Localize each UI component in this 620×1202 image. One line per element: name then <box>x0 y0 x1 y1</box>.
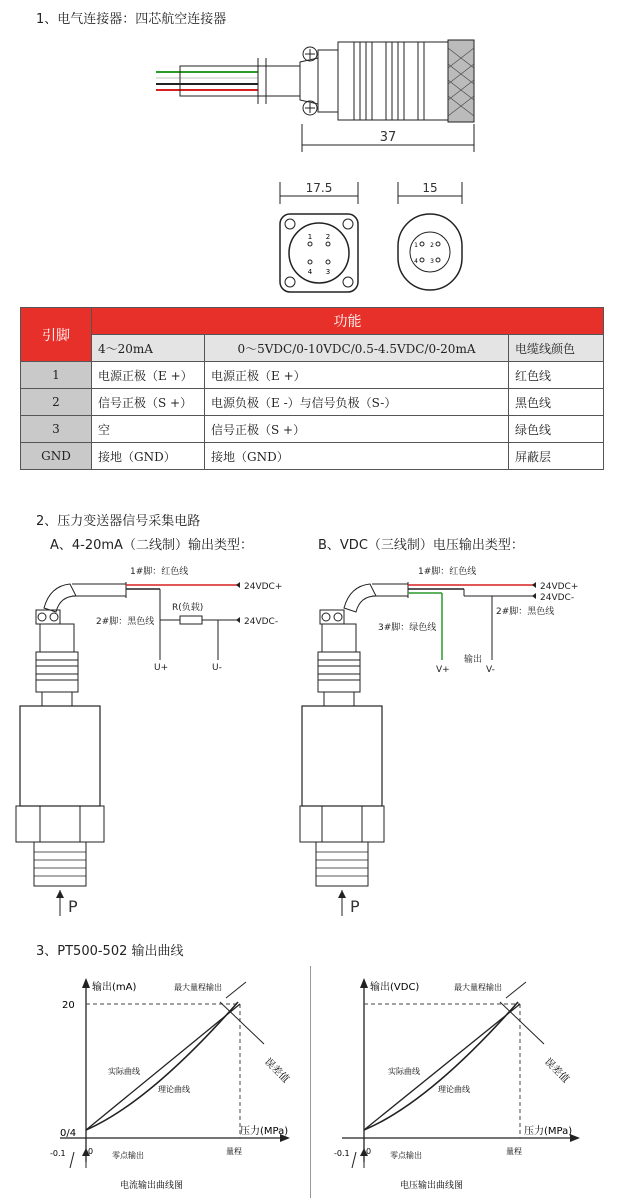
cell-color: 红色线 <box>509 362 604 389</box>
cell-color: 屏蔽层 <box>509 443 604 470</box>
ylabel: 输出(VDC) <box>370 982 420 993</box>
xlabel: 压力(MPa) <box>240 1126 289 1137</box>
xlabel: 压力(MPa) <box>524 1126 573 1137</box>
face-pin-4: 4 <box>307 268 313 276</box>
face-pin-3: 3 <box>325 268 331 276</box>
u-neg-label: U- <box>212 663 222 673</box>
resistor-label: R(负载) <box>172 603 204 613</box>
subheader-current: 4～20mA <box>92 335 205 362</box>
connector-side-drawing <box>150 28 480 156</box>
zero-output-label: 零点输出 <box>112 1151 144 1160</box>
output-label: 输出 <box>464 655 483 665</box>
cell-color: 黑色线 <box>509 389 604 416</box>
cell-voltage: 电源负极（E -）与信号负极（S-） <box>205 389 509 416</box>
u-pos-label: U+ <box>154 663 169 673</box>
max-range-output-label: 最大量程输出 <box>454 983 502 992</box>
x-range-tick: 量程 <box>226 1147 242 1156</box>
pin2-label: 2#脚：黑色线 <box>496 607 555 617</box>
table-row <box>21 362 604 389</box>
x-neg-tick: -0.1 <box>50 1149 66 1158</box>
error-label: 误差值 <box>541 1056 571 1086</box>
connector-flange-drawing <box>276 178 362 300</box>
theory-curve-label: 理论曲线 <box>438 1085 470 1094</box>
v-pos-label: 24VDC+ <box>244 582 283 592</box>
current-chart-caption: 电流输出曲线图 <box>120 1181 184 1191</box>
face-pin-2: 2 <box>325 233 331 241</box>
v-neg-label: V- <box>486 665 495 675</box>
v-pos-supply-label: 24VDC+ <box>540 582 579 592</box>
pin1-label: 1#脚：红色线 <box>418 567 477 577</box>
table-row <box>21 416 604 443</box>
cell-current: 空 <box>92 416 205 443</box>
theory-curve-label: 理论曲线 <box>158 1085 190 1094</box>
cell-voltage: 接地（GND） <box>205 443 509 470</box>
zero-output-label: 零点输出 <box>390 1151 422 1160</box>
chart-divider <box>310 966 311 1198</box>
pin-cell: 2 <box>21 389 92 416</box>
cell-current: 电源正极（E +） <box>92 362 205 389</box>
cell-current: 接地（GND） <box>92 443 205 470</box>
x-zero-tick: 0 <box>366 1147 372 1156</box>
subheader-voltage: 0～5VDC/0-10VDC/0.5-4.5VDC/0-20mA <box>205 335 509 362</box>
y-max-tick: 20 <box>62 1000 75 1011</box>
pin3-label: 3#脚：绿色线 <box>378 623 437 633</box>
error-label: 误差值 <box>261 1056 291 1086</box>
v-neg-supply-label: 24VDC- <box>540 593 575 603</box>
section3-heading: 3、PT500-502 输出曲线 <box>36 944 184 959</box>
pin2-label: 2#脚：黑色线 <box>96 617 155 627</box>
current-output-chart <box>40 962 308 1202</box>
subheader-cable-color: 电缆线颜色 <box>509 335 604 362</box>
y-min-tick: 0/4 <box>60 1128 77 1139</box>
v-neg-label: 24VDC- <box>244 617 279 627</box>
voltage-chart-caption: 电压输出曲线图 <box>400 1181 464 1191</box>
v-pos-label: V+ <box>436 665 450 675</box>
max-range-output-label: 最大量程输出 <box>174 983 222 992</box>
pin-cell: 1 <box>21 362 92 389</box>
x-zero-tick: 0 <box>88 1147 94 1156</box>
circuit-b-title: B、VDC（三线制）电压输出类型： <box>318 538 524 553</box>
header-pin: 引脚 <box>21 308 92 362</box>
section2-heading: 2、压力变送器信号采集电路 <box>36 514 201 529</box>
face-pin-1: 1 <box>307 233 313 241</box>
round-pin-3: 3 <box>430 258 434 265</box>
pin-cell: GND <box>21 443 92 470</box>
length-dim-label: 37 <box>379 130 397 145</box>
flange-dim-label: 17.5 <box>305 181 333 195</box>
header-function: 功能 <box>92 308 604 335</box>
round-pin-2: 2 <box>430 242 434 249</box>
ylabel: 输出(mA) <box>92 982 137 993</box>
cell-color: 绿色线 <box>509 416 604 443</box>
x-neg-tick: -0.1 <box>334 1149 350 1158</box>
section1-heading: 1、电气连接器：四芯航空连接器 <box>36 12 227 27</box>
voltage-output-chart <box>330 962 598 1202</box>
actual-curve-label: 实际曲线 <box>108 1067 140 1076</box>
round-pin-4: 4 <box>414 258 418 265</box>
cell-voltage: 电源正极（E +） <box>205 362 509 389</box>
pressure-label: P <box>350 897 360 916</box>
table-row <box>21 443 604 470</box>
pressure-label: P <box>68 897 78 916</box>
circuit-a-diagram <box>0 556 300 916</box>
face-dim-label: 15 <box>422 181 438 195</box>
circuit-a-title: A、4-20mA（二线制）输出类型： <box>50 538 253 553</box>
round-pin-1: 1 <box>414 242 418 249</box>
pin-cell: 3 <box>21 416 92 443</box>
pin1-label: 1#脚：红色线 <box>130 567 189 577</box>
cell-current: 信号正极（S +） <box>92 389 205 416</box>
x-range-tick: 量程 <box>506 1147 522 1156</box>
cell-voltage: 信号正极（S +） <box>205 416 509 443</box>
pin-function-table <box>20 307 604 470</box>
connector-round-drawing <box>392 178 468 300</box>
table-row <box>21 389 604 416</box>
actual-curve-label: 实际曲线 <box>388 1067 420 1076</box>
circuit-b-diagram <box>296 556 620 916</box>
